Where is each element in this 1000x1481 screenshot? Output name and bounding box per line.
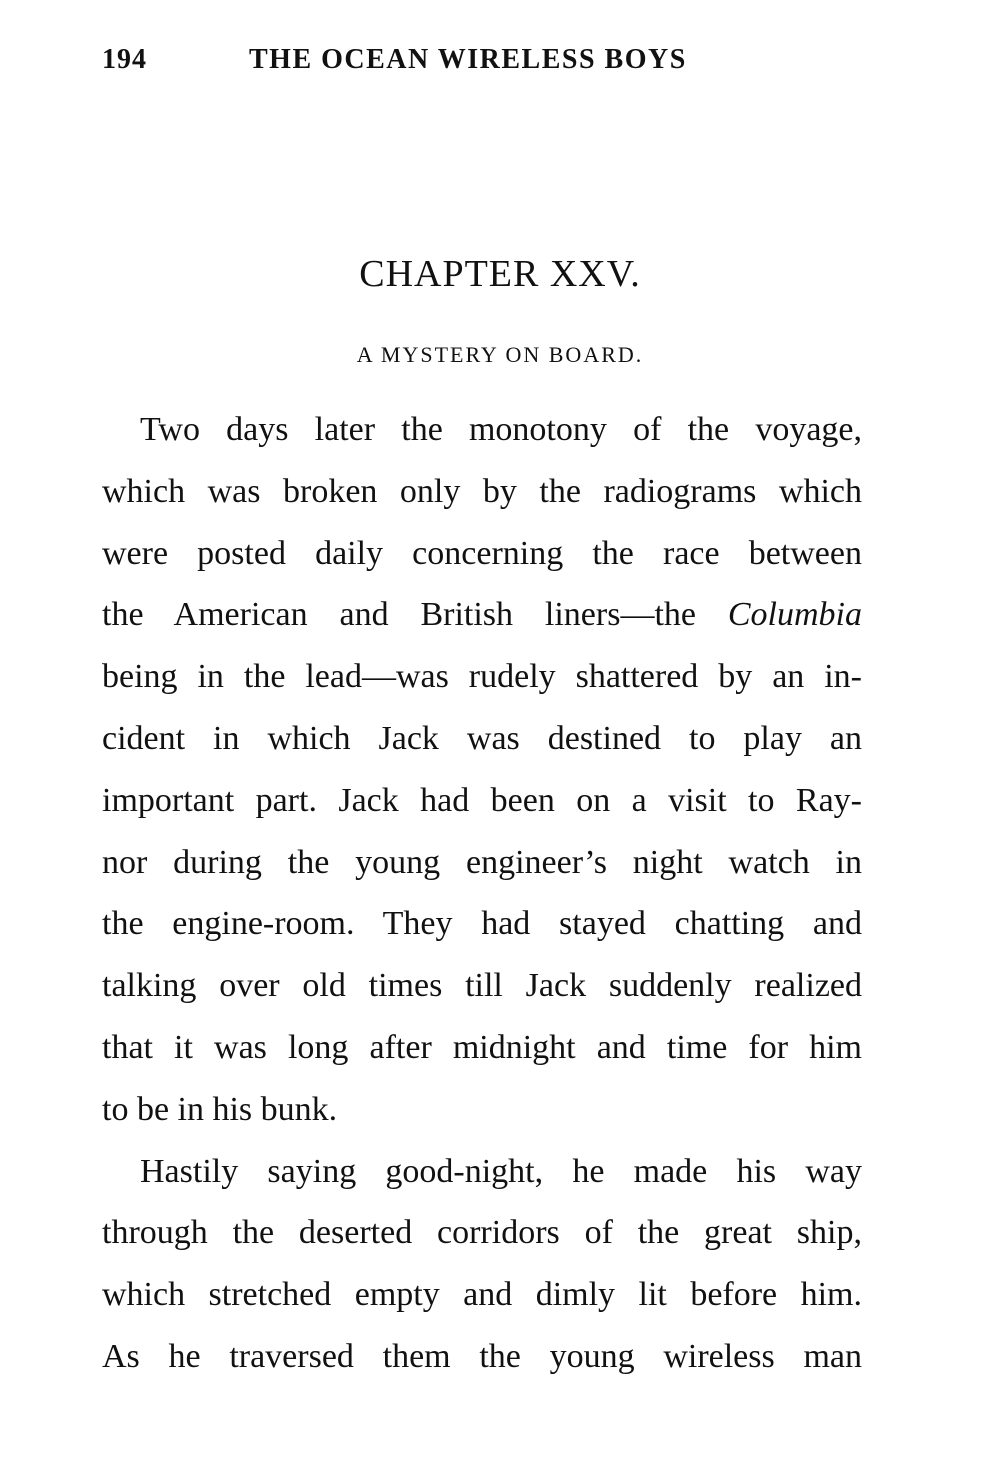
text-line: Two days later the monotony of the voyage, [140,411,862,448]
page-number: 194 [102,44,147,75]
text-line: cident in which Jack was destined to play an [102,719,862,757]
text-line: through the deserted corridors of the great ship, [102,1214,862,1252]
paragraph-2 [102,1141,862,1388]
text-line: that it was long after midnight and time for him [102,1028,862,1066]
text-line: the engine-room. They had stayed chatting and [102,905,862,943]
text-line: Hastily saying good-night, he made his way [140,1152,862,1190]
body-text [102,399,862,1388]
text-line: which was broken only by the radiograms which [102,472,862,510]
ship-name: Columbia [727,596,862,634]
text-line: nor during the young engineer’s night watch in [102,843,862,881]
text-line: the American and British liners—the Columbia [102,596,862,634]
text-line: which stretched empty and dimly lit before him. [102,1276,862,1314]
chapter-title: A MYSTERY ON BOARD. [356,342,644,367]
text-line: were posted daily concerning the race between [102,534,862,572]
text-line: As he traversed them the young wireless man [102,1337,862,1375]
chapter-number: CHAPTER XXV. [359,253,641,295]
text-line: being in the lead—was rudely shattered by an in- [102,658,862,696]
text-line: important part. Jack had been on a visit to Ray- [102,781,862,819]
text-line: to be in his bunk. [102,1090,338,1128]
running-title: THE OCEAN WIRELESS BOYS [249,44,687,75]
text-line: talking over old times till Jack suddenly realized [102,967,862,1005]
running-head [102,44,862,80]
paragraph-1 [102,399,862,1141]
